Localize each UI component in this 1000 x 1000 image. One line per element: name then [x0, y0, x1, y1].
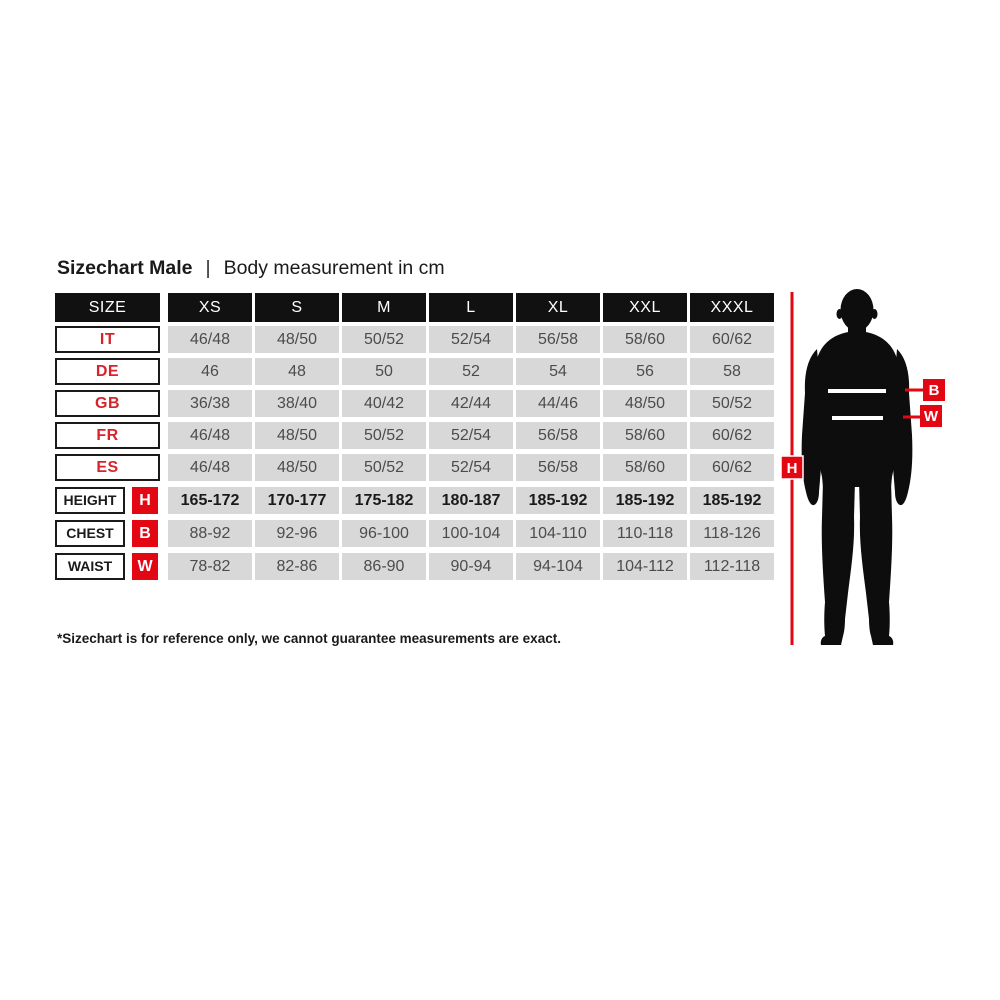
row-label: ES	[55, 454, 160, 481]
table-cell: 36/38	[168, 390, 252, 417]
row-label: WAIST	[55, 553, 125, 580]
table-row	[55, 553, 774, 580]
chest-line	[828, 389, 886, 393]
arm-left	[802, 349, 822, 505]
foot-left	[821, 636, 843, 645]
table-header-row	[55, 293, 774, 322]
table-cell: 52	[429, 358, 513, 385]
table-cell: 48/50	[255, 454, 339, 481]
table-cell: 170-177	[255, 487, 339, 514]
header-cell: XXXL	[690, 293, 774, 322]
table-cell: 100-104	[429, 520, 513, 547]
table-cell: 46/48	[168, 422, 252, 449]
row-label: HEIGHT	[55, 487, 125, 514]
header-cell: SIZE	[55, 293, 160, 322]
table-cell: 104-110	[516, 520, 600, 547]
size-rows	[55, 326, 774, 481]
ear-left	[837, 309, 843, 319]
arm-right	[892, 349, 912, 505]
ear-right	[872, 309, 878, 319]
table-cell: 185-192	[516, 487, 600, 514]
row-label: CHEST	[55, 520, 125, 547]
measure-rows	[55, 487, 774, 580]
header-cell: L	[429, 293, 513, 322]
table-cell: 96-100	[342, 520, 426, 547]
table-cell: 56/58	[516, 326, 600, 353]
table-cell: 48/50	[255, 422, 339, 449]
table-cell: 94-104	[516, 553, 600, 580]
leg-left	[822, 481, 855, 636]
table-cell: 48/50	[255, 326, 339, 353]
table-cell: 92-96	[255, 520, 339, 547]
table-cell: 82-86	[255, 553, 339, 580]
table-cell: 48/50	[603, 390, 687, 417]
header-cell: XXL	[603, 293, 687, 322]
row-label: FR	[55, 422, 160, 449]
title-main: Sizechart Male	[57, 257, 193, 279]
header-cell: S	[255, 293, 339, 322]
table-cell: 50/52	[342, 326, 426, 353]
waist-line	[832, 416, 883, 420]
table-cell: 58	[690, 358, 774, 385]
table-row	[55, 358, 774, 385]
table-cell: 180-187	[429, 487, 513, 514]
row-label: IT	[55, 326, 160, 353]
chest-marker-label: B	[928, 382, 940, 399]
marker-badge: H	[132, 487, 158, 514]
body-figure	[775, 285, 955, 653]
table-cell: 110-118	[603, 520, 687, 547]
table-cell: 46	[168, 358, 252, 385]
table-row	[55, 487, 774, 514]
table-cell: 112-118	[690, 553, 774, 580]
page-title	[57, 257, 445, 280]
table-cell: 58/60	[603, 454, 687, 481]
title-separator: |	[205, 257, 211, 279]
table-cell: 42/44	[429, 390, 513, 417]
table-cell: 52/54	[429, 326, 513, 353]
table-cell: 56/58	[516, 454, 600, 481]
table-cell: 60/62	[690, 422, 774, 449]
table-cell: 58/60	[603, 422, 687, 449]
table-cell: 48	[255, 358, 339, 385]
table-cell: 56	[603, 358, 687, 385]
footnote: *Sizechart is for reference only, we cannot guarantee measurements are exact.	[57, 631, 561, 646]
table-cell: 50/52	[690, 390, 774, 417]
table-cell: 78-82	[168, 553, 252, 580]
table-row	[55, 520, 774, 547]
table-row	[55, 422, 774, 449]
height-marker-label: H	[786, 460, 798, 477]
table-cell: 56/58	[516, 422, 600, 449]
table-cell: 58/60	[603, 326, 687, 353]
table-cell: 60/62	[690, 326, 774, 353]
table-cell: 40/42	[342, 390, 426, 417]
table-cell: 86-90	[342, 553, 426, 580]
table-row	[55, 326, 774, 353]
table-cell: 50/52	[342, 422, 426, 449]
header-cell: XL	[516, 293, 600, 322]
leg-right	[859, 481, 892, 636]
waist-marker-label: W	[923, 408, 939, 425]
table-cell: 104-112	[603, 553, 687, 580]
title-subtitle: Body measurement in cm	[223, 257, 445, 279]
table-cell: 50	[342, 358, 426, 385]
table-cell: 185-192	[690, 487, 774, 514]
marker-badge: B	[132, 520, 158, 547]
table-cell: 50/52	[342, 454, 426, 481]
row-label: DE	[55, 358, 160, 385]
man-silhouette-icon	[802, 289, 913, 645]
table-cell: 46/48	[168, 326, 252, 353]
table-cell: 118-126	[690, 520, 774, 547]
header-cell: XS	[168, 293, 252, 322]
table-cell: 52/54	[429, 454, 513, 481]
table-cell: 185-192	[603, 487, 687, 514]
header-cell: M	[342, 293, 426, 322]
table-cell: 175-182	[342, 487, 426, 514]
table-row	[55, 390, 774, 417]
table-cell: 52/54	[429, 422, 513, 449]
table-cell: 90-94	[429, 553, 513, 580]
body-figure-svg	[775, 285, 955, 653]
table-cell: 60/62	[690, 454, 774, 481]
foot-right	[871, 636, 893, 645]
torso	[814, 331, 900, 487]
table-cell: 165-172	[168, 487, 252, 514]
table-cell: 54	[516, 358, 600, 385]
table-cell: 38/40	[255, 390, 339, 417]
table-cell: 46/48	[168, 454, 252, 481]
table-cell: 44/46	[516, 390, 600, 417]
sizechart-table	[55, 293, 774, 586]
row-label: GB	[55, 390, 160, 417]
table-row	[55, 454, 774, 481]
marker-badge: W	[132, 553, 158, 580]
table-cell: 88-92	[168, 520, 252, 547]
